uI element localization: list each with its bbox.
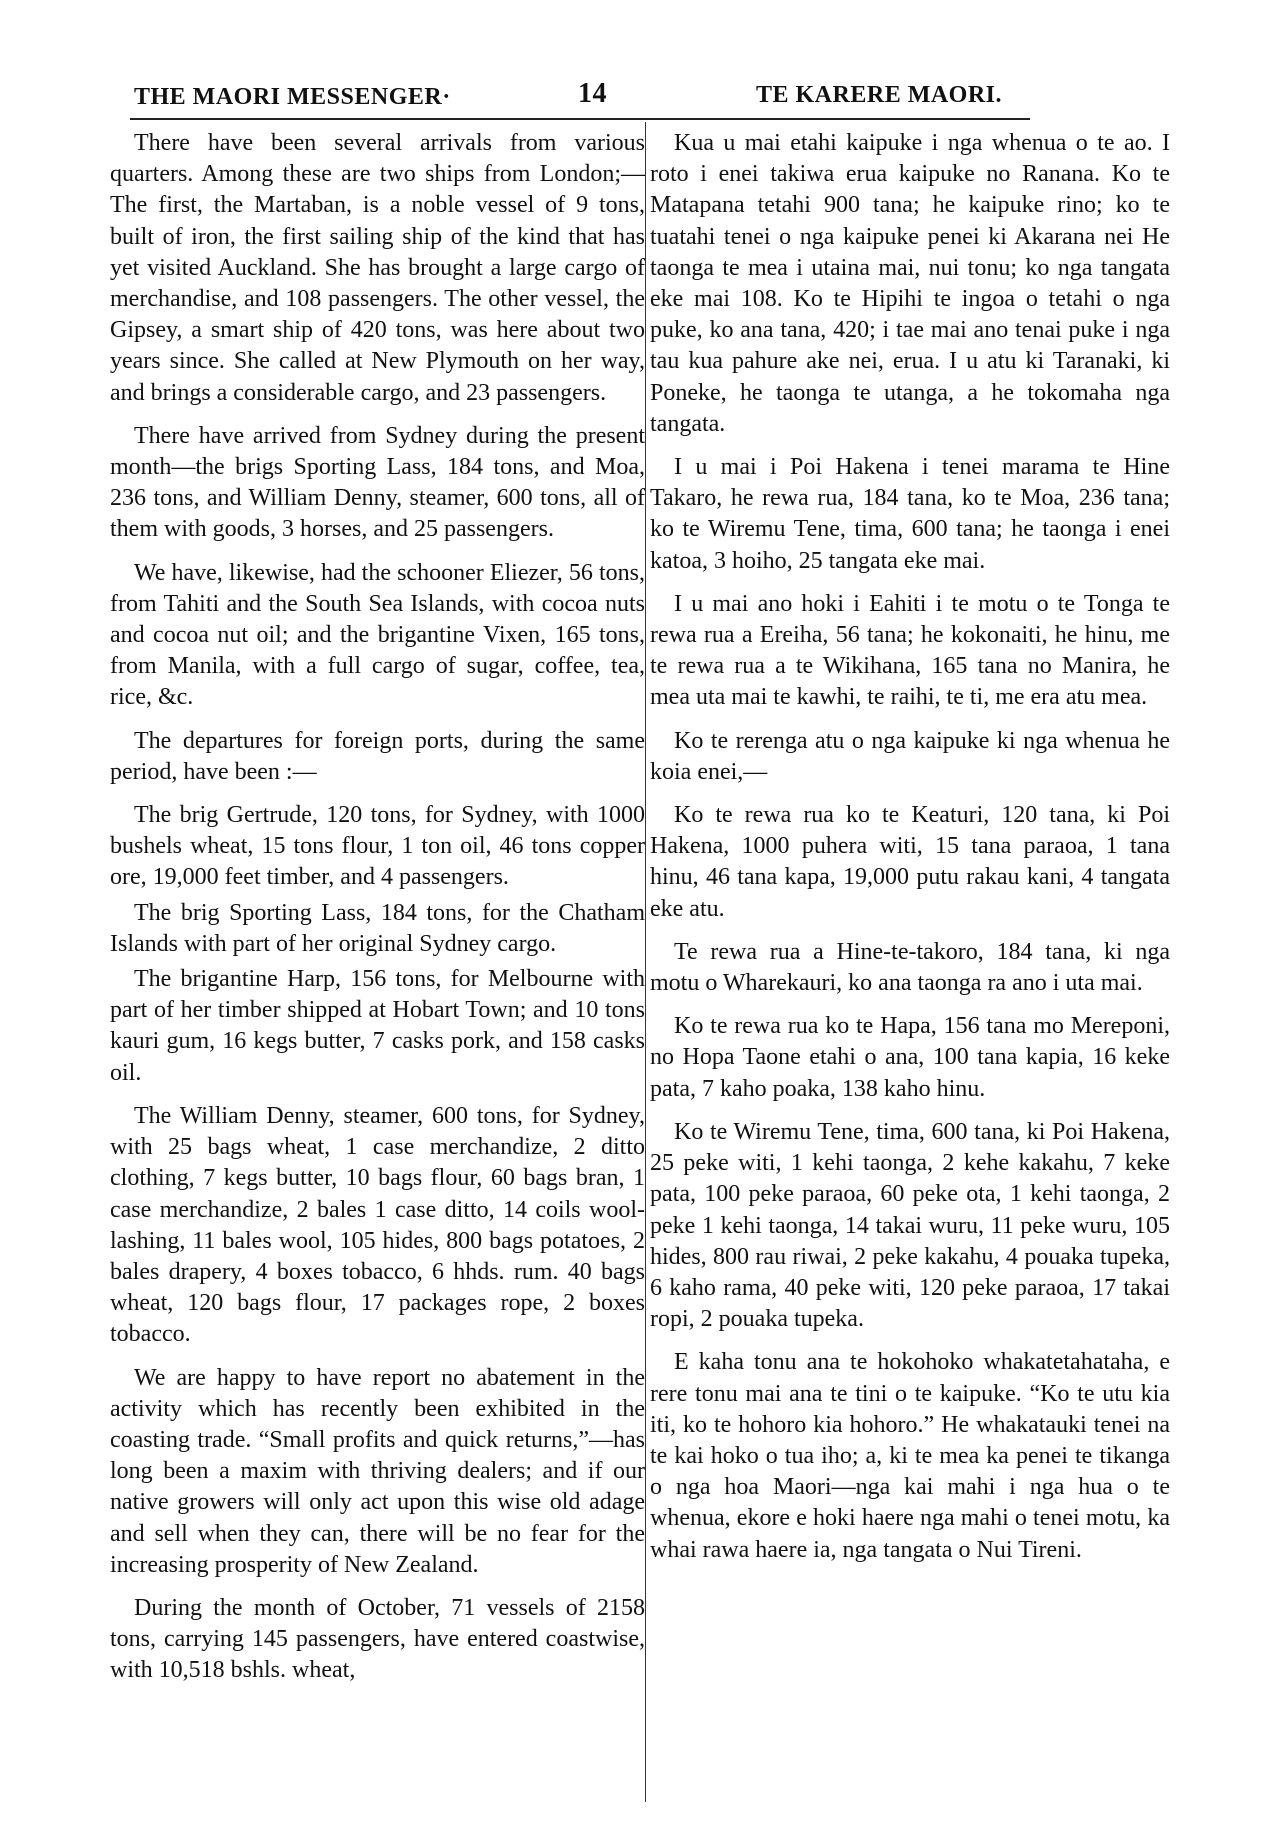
page-number: 14 (578, 78, 607, 109)
paragraph: I u mai i Poi Hakena i tenei marama te Hine Takaro, he rewa rua, 184 tana, ko te Moa, 236 tana; ko te Wiremu Tene, tima, 600 tana; he taonga i enei katoa, 3 hoiho, 25 tangata eke mai. (650, 454, 1170, 574)
maori-column (650, 128, 1170, 1578)
paragraph: Kua u mai etahi kaipuke i nga whenua o te ao. I roto i enei takiwa erua kaipuke no Ranana. Ko te Matapana tetahi 900 tana; he kaipuke rino; ko te tuatahi tenei o nga kaipuke penei ki Akarana nei He taonga te mea i utaina mai, nui tonu; ko nga tangata eke mai 108. Ko te Hipihi te ingoa o tetahi o nga puke, ko ana tana, 420; i tae mai ano tenai puke i nga tau kua pahure ake nei, erua. I u atu ki Taranaki, ki Poneke, he taonga te utanga, a he tokomaha nga tangata. (650, 130, 1170, 437)
paragraph: We have, likewise, had the schooner Eliezer, 56 tons, from Tahiti and the South Sea Islands, with cocoa nuts and cocoa nut oil; and the brigantine Vixen, 165 tons, from Manila, with a full cargo of sugar, coffee, tea, rice, &c. (110, 559, 645, 711)
paragraph: The departures for foreign ports, during the same period, have been :— (110, 727, 645, 785)
paragraph: During the month of October, 71 vessels of 2158 tons, carrying 145 passengers, have entered coastwise, with 10,518 bshls. wheat, (110, 1594, 645, 1684)
header-rule (130, 118, 1030, 120)
paragraph: Ko te rewa rua ko te Hapa, 156 tana mo Mereponi, no Hopa Taone etahi o ana, 100 tana kapia, 16 keke pata, 7 kaho poaka, 138 kaho hinu. (650, 1013, 1170, 1102)
paragraph: Te rewa rua a Hine-te-takoro, 184 tana, ki nga motu o Wharekauri, ko ana taonga ra ano i uta mai. (650, 938, 1170, 997)
paragraph: Ko te Wiremu Tene, tima, 600 tana, ki Poi Hakena, 25 peke witi, 1 kehi taonga, 2 kehe kakahu, 7 keke pata, 100 peke paraoa, 60 peke ota, 1 kehi taonga, 2 peke 1 kehi taonga, 14 takai wuru, 11 peke wuru, 105 hides, 800 rau riwai, 2 peke kakahu, 4 pouaka tupeka, 6 kaho rama, 40 peke witi, 120 peke paraoa, 17 takai ropi, 2 pouaka tupeka. (650, 1118, 1170, 1333)
column-divider (645, 122, 646, 1802)
paragraph: The William Denny, steamer, 600 tons, for Sydney, with 25 bags wheat, 1 case merchandize, 2 ditto clothing, 7 kegs butter, 10 bags flour, 60 bags bran, 1 case merchandize, 2 bales 1 case ditto, 14 coils wool-lashing, 11 bales wool, 105 hides, 800 bags potatoes, 2 bales drapery, 4 boxes tobacco, 6 hhds. rum. 40 bags wheat, 120 bags flour, 17 packages rope, 2 boxes tobacco. (110, 1102, 645, 1348)
paragraph: There have arrived from Sydney during the present month—the brigs Sporting Lass, 184 tons, and Moa, 236 tons, and William Denny, steamer, 600 tons, all of them with goods, 3 horses, and 25 passengers. (110, 422, 645, 543)
paragraph: Ko te rerenga atu o nga kaipuke ki nga whenua he koia enei,— (650, 727, 1170, 785)
paragraph: Ko te rewa rua ko te Keaturi, 120 tana, ki Poi Hakena, 1000 puhera witi, 15 tana paraoa, 1 tana hinu, 46 tana kapa, 19,000 putu rakau kani, 4 tangata eke atu. (650, 802, 1170, 922)
maori-title: TE KARERE MAORI. (756, 82, 1003, 108)
paragraph: We are happy to have report no abatement in the activity which has recently been exhibited in the coasting trade. “Small profits and quick returns,”—has long been a maxim with thriving dealers; and if our native growers will only act upon this wise old adage and sell when they can, there will be no fear for the increasing prosperity of New Zealand. (110, 1364, 645, 1578)
paragraph: The brig Sporting Lass, 184 tons, for the Chatham Islands with part of her original Sydney cargo. (110, 899, 645, 957)
paragraph: The brig Gertrude, 120 tons, for Sydney, with 1000 bushels wheat, 15 tons flour, 1 ton oil, 46 tons copper ore, 19,000 feet timber, and 4 passengers. (110, 802, 645, 891)
english-column (110, 128, 645, 1699)
paragraph: There have been several arrivals from various quarters. Among these are two ships from London;—The first, the Martaban, is a noble vessel of 9 tons, built of iron, the first sailing ship of the kind that has yet visited Auckland. She has brought a large cargo of merchandise, and 108 passengers. The other vessel, the Gipsey, a smart ship of 420 tons, was here about two years since. She called at New Plymouth on her way, and brings a considerable cargo, and 23 passengers. (110, 130, 645, 406)
page-header (128, 78, 1028, 118)
paragraph: E kaha tonu ana te hokohoko whakatetahataha, e rere tonu mai ana te tini o te kaipuke. “Ko te utu kia iti, ko te hohoro kia hohoro.” He whakatauki tenei na te kai hoko o tua iho; a, ki te mea ka penei te tikanga o nga hoa Maori—nga kai mahi i nga hua o te whenua, ekore e hoki haere nga mahi o tenei motu, ka whai rawa haere ia, nga tangata o Nui Tireni. (650, 1349, 1170, 1563)
paragraph: I u mai ano hoki i Eahiti i te motu o te Tonga te rewa rua a Ereiha, 56 tana; he kokonaiti, he hinu, me te rewa rua a te Wikihana, 165 tana no Manira, he mea uta mai te kawhi, te raihi, te ti, me era atu mea. (650, 590, 1170, 711)
english-title: THE MAORI MESSENGER· (134, 84, 451, 110)
paragraph: The brigantine Harp, 156 tons, for Melbourne with part of her timber shipped at Hobart Town; and 10 tons kauri gum, 16 kegs butter, 7 casks pork, and 158 casks oil. (110, 966, 645, 1086)
